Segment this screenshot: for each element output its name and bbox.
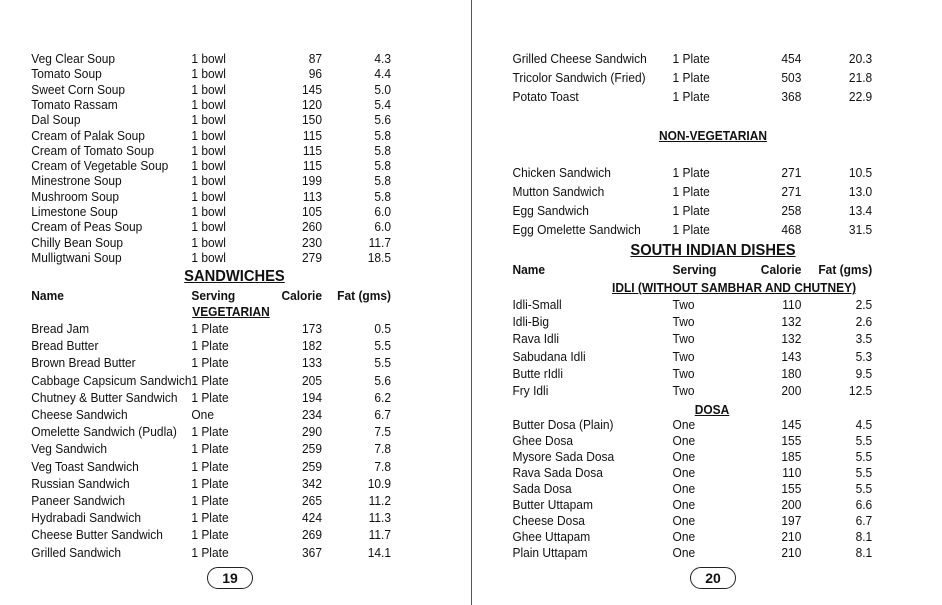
calorie-value: 115 xyxy=(302,142,322,158)
table-row xyxy=(0,189,433,205)
food-name: Egg Omelette Sandwich xyxy=(512,222,641,237)
fat-value: 4.4 xyxy=(374,66,391,82)
page-number-right: 20 xyxy=(690,567,736,589)
fat-value: 5.8 xyxy=(374,188,391,204)
column-header: Serving xyxy=(191,288,236,303)
calorie-value: 120 xyxy=(302,96,322,112)
food-name: Fry Idli xyxy=(512,383,549,398)
fat-value: 22.9 xyxy=(848,89,873,104)
calorie-value: 185 xyxy=(781,449,802,464)
calorie-value: 271 xyxy=(781,165,802,180)
fat-value: 11.2 xyxy=(368,493,391,508)
calorie-value: 424 xyxy=(302,510,322,526)
food-name: Plain Uttapam xyxy=(512,545,588,560)
table-row xyxy=(0,493,433,509)
fat-value: 13.4 xyxy=(848,203,873,218)
fat-value: 5.4 xyxy=(374,96,391,112)
table-row xyxy=(0,173,433,189)
table-row xyxy=(0,510,433,526)
serving-size: 1 bowl xyxy=(191,66,226,82)
calorie-value: 143 xyxy=(781,348,802,364)
fat-value: 5.5 xyxy=(374,355,391,371)
right-page xyxy=(472,0,942,605)
table-row xyxy=(472,165,904,181)
food-name: Limestone Soup xyxy=(31,204,118,219)
table-row xyxy=(472,184,904,200)
fat-value: 10.5 xyxy=(848,165,873,180)
food-name: Sweet Corn Soup xyxy=(31,81,126,97)
table-row xyxy=(472,349,904,365)
table-row xyxy=(0,321,433,337)
sandwiches-heading: SANDWICHES xyxy=(184,268,285,285)
table-header-row xyxy=(0,288,433,304)
calorie-value: 210 xyxy=(781,529,802,544)
food-name: Sada Dosa xyxy=(512,481,572,496)
table-row xyxy=(472,203,904,219)
fat-value: 6.2 xyxy=(374,389,391,405)
table-row xyxy=(0,235,433,251)
serving-size: 1 Plate xyxy=(672,203,710,218)
non-vegetarian-heading: NON-VEGETARIAN xyxy=(658,128,768,143)
calorie-value: 259 xyxy=(302,458,322,474)
food-name: Mulligtwani Soup xyxy=(31,249,122,265)
column-header: Fat (gms) xyxy=(818,262,873,277)
fat-value: 5.5 xyxy=(855,481,873,496)
serving-size: 1 bowl xyxy=(191,127,226,143)
fat-value: 5.6 xyxy=(374,372,391,388)
fat-value: 5.8 xyxy=(374,158,391,174)
table-row xyxy=(0,112,433,128)
calorie-value: 145 xyxy=(302,81,322,97)
food-name: Omelette Sandwich (Pudla) xyxy=(31,424,177,440)
table-row xyxy=(0,424,433,440)
column-header: Name xyxy=(31,288,64,303)
serving-size: One xyxy=(672,465,696,480)
serving-size: 1 bowl xyxy=(191,158,226,174)
fat-value: 5.6 xyxy=(374,112,391,128)
table-row xyxy=(472,70,904,86)
food-name: Bread Butter xyxy=(31,338,99,354)
calorie-value: 230 xyxy=(302,234,322,250)
food-name: Cream of Vegetable Soup xyxy=(31,158,169,174)
calorie-value: 194 xyxy=(302,389,322,405)
food-name: Butte rIdli xyxy=(512,365,564,381)
serving-size: 1 Plate xyxy=(672,51,710,66)
serving-size: 1 bowl xyxy=(191,142,226,158)
table-row xyxy=(472,366,904,382)
food-name: Minestrone Soup xyxy=(31,173,122,189)
food-name: Rava Idli xyxy=(512,331,560,347)
calorie-value: 180 xyxy=(781,365,802,381)
calorie-value: 110 xyxy=(782,297,802,312)
table-row xyxy=(472,383,904,399)
table-row xyxy=(0,476,433,492)
fat-value: 0.5 xyxy=(374,321,391,336)
calorie-value: 96 xyxy=(308,66,322,82)
fat-value: 10.9 xyxy=(367,475,391,491)
serving-size: 1 bowl xyxy=(191,234,226,250)
calorie-value: 367 xyxy=(302,544,322,560)
table-row xyxy=(472,51,904,67)
table-row xyxy=(0,545,433,561)
serving-size: 1 Plate xyxy=(672,222,710,237)
serving-size: Two xyxy=(672,365,695,381)
serving-size: 1 Plate xyxy=(191,389,229,405)
serving-size: One xyxy=(672,513,696,528)
calorie-value: 105 xyxy=(302,204,322,219)
food-name: Sabudana Idli xyxy=(512,348,586,364)
table-row xyxy=(0,390,433,406)
food-name: Cream of Tomato Soup xyxy=(31,142,155,158)
fat-value: 5.5 xyxy=(374,338,391,354)
table-row xyxy=(0,97,433,113)
food-name: Egg Sandwich xyxy=(512,203,589,218)
table-row xyxy=(0,373,433,389)
calorie-value: 260 xyxy=(302,219,322,235)
serving-size: One xyxy=(672,417,696,432)
serving-size: 1 Plate xyxy=(672,184,710,199)
serving-size: 1 Plate xyxy=(191,321,229,336)
serving-size: 1 bowl xyxy=(191,173,226,189)
table-row xyxy=(0,459,433,475)
serving-size: 1 Plate xyxy=(191,458,229,474)
calorie-value: 173 xyxy=(302,321,322,336)
fat-value: 3.5 xyxy=(855,331,873,347)
serving-size: Two xyxy=(672,348,695,364)
serving-size: 1 Plate xyxy=(191,510,229,526)
table-row xyxy=(0,143,433,159)
food-name: Tricolor Sandwich (Fried) xyxy=(512,70,646,85)
fat-value: 11.3 xyxy=(368,510,391,526)
column-header: Calorie xyxy=(281,288,322,303)
food-name: Tomato Rassam xyxy=(31,96,118,112)
calorie-value: 200 xyxy=(781,383,802,398)
fat-value: 6.0 xyxy=(374,219,391,235)
fat-value: 6.7 xyxy=(855,513,873,528)
fat-value: 5.8 xyxy=(374,127,391,143)
fat-value: 7.8 xyxy=(374,458,391,474)
table-row xyxy=(0,441,433,457)
fat-value: 12.5 xyxy=(848,383,873,398)
calorie-value: 259 xyxy=(302,441,322,457)
food-name: Idli-Small xyxy=(512,297,562,312)
calorie-value: 155 xyxy=(781,481,802,496)
food-name: Cheese Dosa xyxy=(512,513,585,528)
table-row xyxy=(0,219,433,235)
food-name: Grilled Sandwich xyxy=(31,544,122,560)
fat-value: 7.8 xyxy=(374,441,391,457)
food-name: Mutton Sandwich xyxy=(512,184,605,199)
table-row xyxy=(0,355,433,371)
table-row xyxy=(472,314,904,330)
calorie-value: 145 xyxy=(781,417,802,432)
calorie-value: 132 xyxy=(781,314,802,330)
food-name: Ghee Uttapam xyxy=(512,529,591,544)
food-name: Chicken Sandwich xyxy=(512,165,611,180)
calorie-value: 368 xyxy=(781,89,802,104)
fat-value: 8.1 xyxy=(855,545,873,560)
table-row xyxy=(472,513,904,529)
food-name: Veg Clear Soup xyxy=(31,51,116,66)
serving-size: 1 Plate xyxy=(672,89,710,104)
calorie-value: 265 xyxy=(302,493,322,508)
serving-size: 1 bowl xyxy=(191,112,226,128)
calorie-value: 113 xyxy=(302,188,322,204)
food-name: Paneer Sandwich xyxy=(31,493,126,508)
serving-size: 1 bowl xyxy=(191,51,226,66)
fat-value: 14.1 xyxy=(367,544,391,560)
serving-size: One xyxy=(672,545,696,560)
fat-value: 2.5 xyxy=(855,297,873,312)
calorie-value: 342 xyxy=(302,475,322,491)
calorie-value: 197 xyxy=(781,513,802,528)
calorie-value: 210 xyxy=(781,545,802,560)
table-row xyxy=(0,338,433,354)
serving-size: 1 bowl xyxy=(191,81,226,97)
vegetarian-heading: VEGETARIAN xyxy=(192,304,270,319)
table-header-row xyxy=(472,262,904,278)
calorie-value: 290 xyxy=(302,424,322,440)
table-row xyxy=(0,204,433,220)
table-row xyxy=(472,465,904,481)
food-name: Veg Sandwich xyxy=(31,441,108,457)
serving-size: 1 Plate xyxy=(191,338,229,354)
serving-size: Two xyxy=(672,314,695,330)
table-row xyxy=(472,297,904,313)
south-indian-dishes-heading: SOUTH INDIAN DISHES xyxy=(630,242,796,259)
serving-size: 1 Plate xyxy=(191,544,229,560)
fat-value: 5.5 xyxy=(855,449,873,464)
serving-size: Two xyxy=(672,383,695,398)
page-number-left: 19 xyxy=(207,567,253,589)
fat-value: 18.5 xyxy=(367,249,391,265)
food-name: Idli-Big xyxy=(512,314,550,330)
food-name: Butter Dosa (Plain) xyxy=(512,417,614,432)
fat-value: 4.5 xyxy=(855,417,873,432)
column-header: Fat (gms) xyxy=(337,288,391,303)
calorie-value: 503 xyxy=(781,70,802,85)
fat-value: 2.6 xyxy=(855,314,873,330)
fat-value: 20.3 xyxy=(848,51,873,66)
serving-size: One xyxy=(672,529,696,544)
food-name: Chutney & Butter Sandwich xyxy=(31,389,178,405)
fat-value: 9.5 xyxy=(855,365,873,381)
calorie-value: 468 xyxy=(781,222,802,237)
table-row xyxy=(472,449,904,465)
column-header: Calorie xyxy=(760,262,802,277)
table-row xyxy=(0,66,433,82)
table-row xyxy=(0,158,433,174)
calorie-value: 199 xyxy=(302,173,322,189)
calorie-value: 234 xyxy=(302,407,322,422)
calorie-value: 133 xyxy=(302,355,322,371)
calorie-value: 155 xyxy=(781,433,802,448)
fat-value: 5.0 xyxy=(374,81,391,97)
fat-value: 11.7 xyxy=(368,527,391,543)
food-name: Brown Bread Butter xyxy=(31,355,136,371)
serving-size: 1 Plate xyxy=(672,165,710,180)
table-row xyxy=(472,545,904,561)
fat-value: 5.8 xyxy=(374,173,391,189)
table-row xyxy=(0,407,433,423)
food-name: Butter Uttapam xyxy=(512,497,593,512)
calorie-value: 454 xyxy=(781,51,802,66)
calorie-value: 271 xyxy=(781,184,802,199)
food-name: Ghee Dosa xyxy=(512,433,573,448)
table-row xyxy=(472,417,904,433)
table-row xyxy=(0,128,433,144)
fat-value: 6.7 xyxy=(374,407,391,422)
serving-size: 1 Plate xyxy=(191,475,229,491)
food-name: Veg Toast Sandwich xyxy=(31,458,139,474)
fat-value: 6.0 xyxy=(374,204,391,219)
calorie-value: 132 xyxy=(781,331,802,347)
fat-value: 11.7 xyxy=(368,234,391,250)
calorie-value: 279 xyxy=(302,249,322,265)
table-row xyxy=(472,331,904,347)
table-row xyxy=(0,82,433,98)
food-name: Cabbage Capsicum Sandwich xyxy=(31,372,192,388)
serving-size: Two xyxy=(672,297,695,312)
calorie-value: 110 xyxy=(782,465,802,480)
calorie-value: 182 xyxy=(302,338,322,354)
serving-size: 1 Plate xyxy=(191,355,229,371)
food-name: Cheese Butter Sandwich xyxy=(31,527,163,543)
serving-size: 1 Plate xyxy=(191,493,229,508)
food-name: Tomato Soup xyxy=(31,66,102,82)
serving-size: 1 Plate xyxy=(191,424,229,440)
serving-size: One xyxy=(672,449,696,464)
serving-size: 1 bowl xyxy=(191,188,226,204)
serving-size: 1 bowl xyxy=(191,219,226,235)
serving-size: 1 Plate xyxy=(191,372,229,388)
serving-size: One xyxy=(672,481,696,496)
table-row xyxy=(0,527,433,543)
serving-size: 1 bowl xyxy=(191,204,226,219)
food-name: Cream of Peas Soup xyxy=(31,219,143,235)
serving-size: One xyxy=(191,407,214,422)
fat-value: 5.3 xyxy=(855,348,873,364)
fat-value: 4.3 xyxy=(374,51,391,66)
serving-size: One xyxy=(672,433,696,448)
food-name: Hydrabadi Sandwich xyxy=(31,510,141,526)
dosa-heading: DOSA xyxy=(694,402,730,417)
fat-value: 6.6 xyxy=(855,497,873,512)
fat-value: 13.0 xyxy=(848,184,873,199)
food-name: Grilled Cheese Sandwich xyxy=(512,51,647,66)
fat-value: 7.5 xyxy=(374,424,391,440)
column-header: Serving xyxy=(672,262,717,277)
food-name: Russian Sandwich xyxy=(31,475,130,491)
food-name: Cream of Palak Soup xyxy=(31,127,145,143)
serving-size: 1 Plate xyxy=(191,441,229,457)
food-name: Cheese Sandwich xyxy=(31,407,128,422)
fat-value: 5.5 xyxy=(855,465,873,480)
calorie-value: 87 xyxy=(308,51,322,66)
serving-size: 1 Plate xyxy=(672,70,710,85)
calorie-value: 205 xyxy=(302,372,322,388)
fat-value: 5.8 xyxy=(374,142,391,158)
table-row xyxy=(472,497,904,513)
serving-size: One xyxy=(672,497,696,512)
serving-size: 1 Plate xyxy=(191,527,229,543)
calorie-value: 200 xyxy=(781,497,802,512)
fat-value: 8.1 xyxy=(855,529,873,544)
serving-size: 1 bowl xyxy=(191,96,226,112)
idli-heading: IDLI (WITHOUT SAMBHAR AND CHUTNEY) xyxy=(612,280,857,295)
calorie-value: 258 xyxy=(781,203,802,218)
calorie-value: 115 xyxy=(302,158,322,174)
fat-value: 21.8 xyxy=(848,70,873,85)
food-name: Mushroom Soup xyxy=(31,188,120,204)
table-row xyxy=(472,89,904,105)
food-name: Chilly Bean Soup xyxy=(31,234,124,250)
table-row xyxy=(0,51,433,67)
food-name: Mysore Sada Dosa xyxy=(512,449,615,464)
table-row xyxy=(472,529,904,545)
food-name: Bread Jam xyxy=(31,321,90,336)
food-name: Potato Toast xyxy=(512,89,579,104)
calorie-value: 150 xyxy=(302,112,322,128)
table-row xyxy=(472,222,904,238)
calorie-value: 115 xyxy=(302,127,322,143)
serving-size: 1 bowl xyxy=(191,249,226,265)
calorie-value: 269 xyxy=(302,527,322,543)
serving-size: Two xyxy=(672,331,695,347)
food-name: Dal Soup xyxy=(31,112,81,128)
table-row xyxy=(0,250,433,266)
food-name: Rava Sada Dosa xyxy=(512,465,603,480)
column-header: Name xyxy=(512,262,546,277)
fat-value: 5.5 xyxy=(855,433,873,448)
table-row xyxy=(472,481,904,497)
fat-value: 31.5 xyxy=(848,222,873,237)
table-row xyxy=(472,433,904,449)
